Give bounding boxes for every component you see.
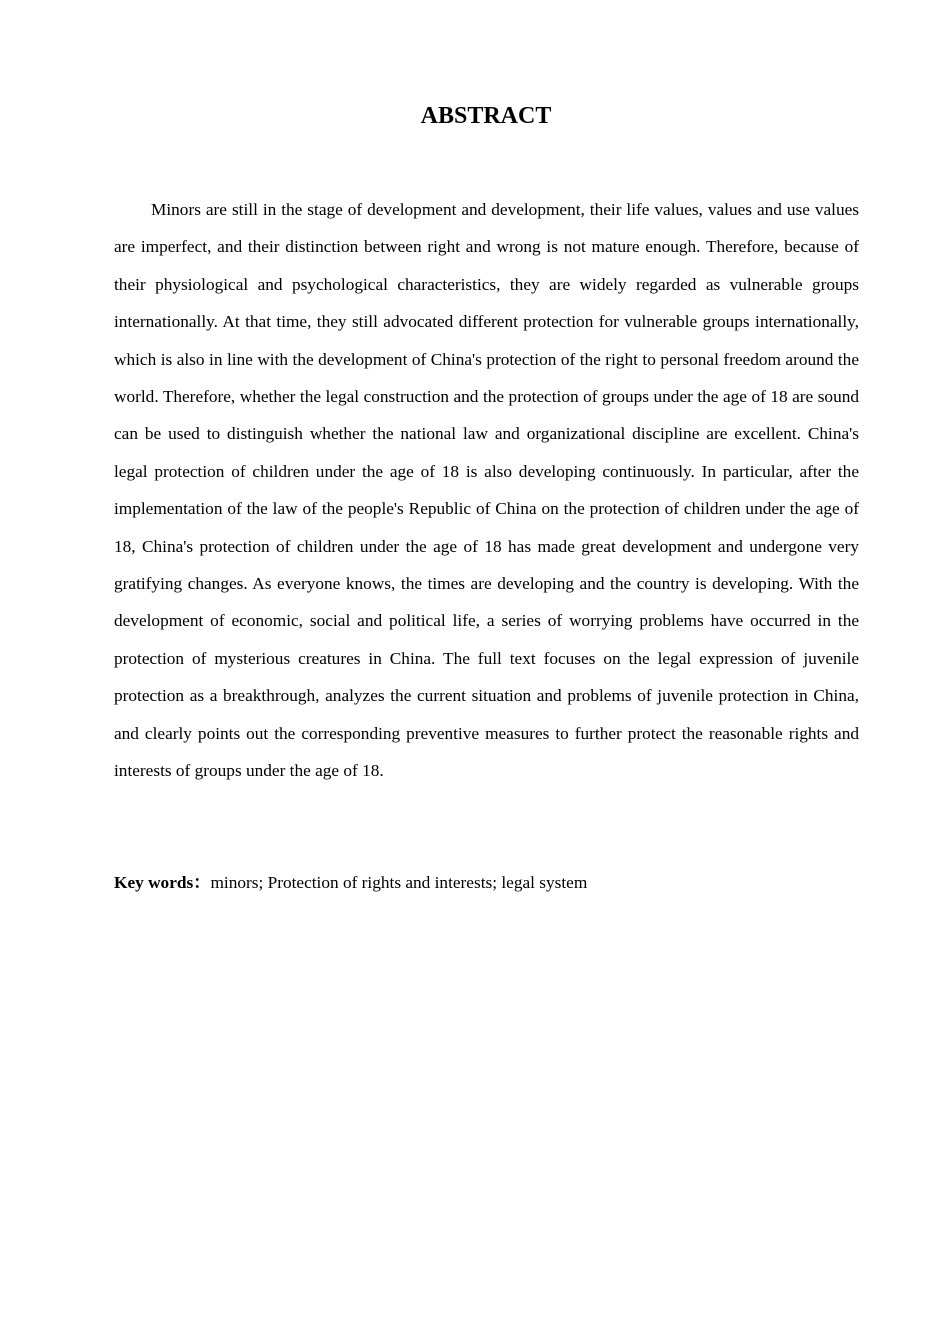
abstract-body: Minors are still in the stage of development and development, their life values, values and use values are imperfect, and their distinction between right and wrong is not mature enough. Therefore, because of their physiological and psychological characteristics, they are widely regarded as vulnerable groups internationally. At that time, they still advocated different protection for vulnerable groups internationally, which is also in line with the development of China's protection of the right to personal freedom around the world. Therefore, whether the legal construction and the protection of groups under the age of 18 are sound can be used to distinguish whether the national law and organizational discipline are excellent. China's legal protection of children under the age of 18 is also developing continuously. In particular, after the implementation of the law of the people's Republic of China on the protection of children under the age of 18, China's protection of children under the age of 18 has made great development and undergone very gratifying changes. As everyone knows, the times are developing and the country is developing. With the development of economic, social and political life, a series of worrying problems have occurred in the protection of mysterious creatures in China. The full text focuses on the legal expression of juvenile protection as a breakthrough, analyzes the current situation and problems of juvenile protection in China, and clearly points out the corresponding preventive measures to further protect the reasonable rights and interests of groups under the age of 18.	[114, 200, 859, 781]
keywords-label: Key words：	[114, 873, 211, 892]
keywords-text: minors; Protection of rights and interests; legal system	[210, 873, 588, 892]
keywords-line	[114, 864, 859, 901]
abstract-title: ABSTRACT	[420, 103, 552, 129]
